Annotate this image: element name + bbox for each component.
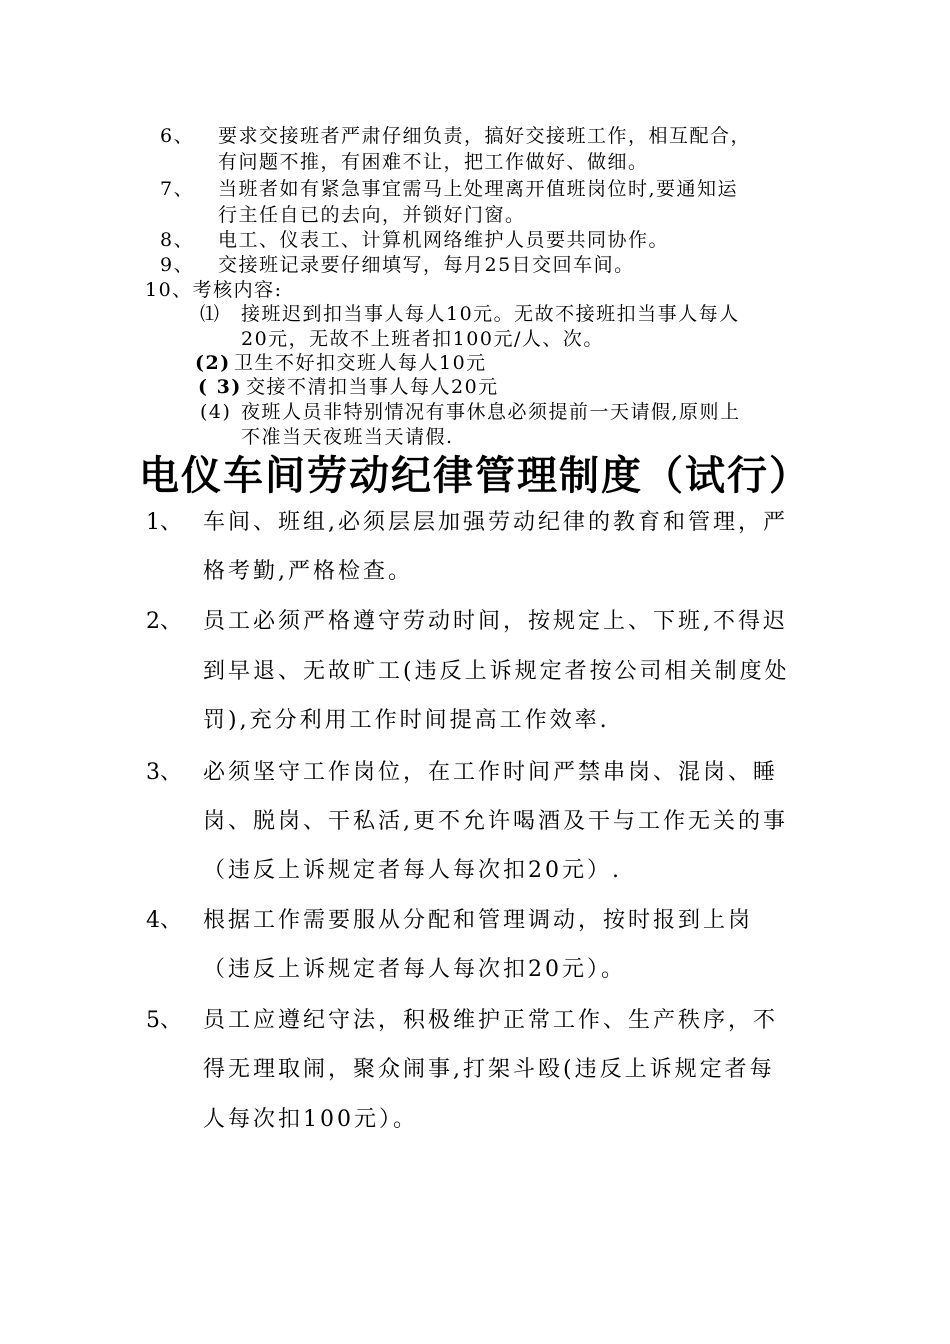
rule-number: 5、 (146, 1008, 182, 1033)
sub-text-line: 夜班人员非特别情况有事休息必须提前一天请假,原则上 (241, 401, 741, 423)
item-number: 8、 (160, 229, 195, 251)
sub-text-line: 20元，无故不上班者扣100元/人、次。 (241, 328, 604, 350)
item-text-line: 有问题不推，有困难不让，把工作做好、做细。 (218, 151, 649, 173)
document-title: 电仪车间劳动纪律管理制度（试行） (139, 453, 811, 499)
rule-text-line: （违反上诉规定者每人每次扣20元）。 (203, 957, 626, 982)
item-10-heading: 10、考核内容: (145, 279, 283, 301)
rule-text-line: 员工必须严格遵守劳动时间，按规定上、下班,不得迟 (203, 609, 788, 634)
sub-label: (2) (195, 352, 231, 374)
rule-text-line: 必须坚守工作岗位，在工作时间严禁串岗、混岗、睡 (203, 760, 779, 785)
rule-text-line: 岗、脱岗、干私活,更不允许喝酒及干与工作无关的事 (203, 809, 788, 834)
rule-number: 2、 (146, 609, 182, 634)
item-text-line: 当班者如有紧急事宜需马上处理离开值班岗位时,要通知运 (218, 178, 739, 200)
rule-number: 4、 (146, 908, 182, 933)
rule-text-line: 车间、班组,必须层层加强劳动纪律的教育和管理，严 (203, 510, 788, 535)
rule-text-line: （违反上诉规定者每人每次扣20元）. (203, 858, 622, 883)
sub-text-line: 卫生不好扣交班人每人10元 (234, 352, 487, 374)
item-text-line: 交接班记录要仔细填写，每月25日交回车间。 (218, 254, 635, 276)
rule-number: 1、 (146, 510, 182, 535)
item-number: 6、 (160, 125, 195, 147)
sub-label: ( 3) (198, 376, 242, 398)
rule-text-line: 员工应遵纪守法，积极维护正常工作、生产秩序，不 (203, 1008, 779, 1033)
sub-text-line: 接班迟到扣当事人每人10元。无故不接班扣当事人每人 (241, 303, 740, 325)
rule-text-line: 人每次扣100元）。 (203, 1107, 418, 1132)
rule-text-line: 格考勤,严格检查。 (203, 559, 413, 584)
sub-label: ⑴ (200, 303, 221, 325)
rule-text-line: 罚),充分利用工作时间提高工作效率. (203, 708, 610, 733)
sub-label: (4) (200, 401, 232, 423)
rule-text-line: 得无理取闹，聚众闹事,打架斗殴(违反上诉规定者每 (203, 1057, 775, 1082)
rule-number: 3、 (146, 760, 182, 785)
rule-text-line: 根据工作需要服从分配和管理调动，按时报到上岗 (203, 908, 754, 933)
item-text-line: 行主任自已的去向，并锁好门窗。 (218, 204, 526, 226)
sub-text-line: 交接不清扣当事人每人20元 (246, 376, 499, 398)
item-number: 9、 (160, 254, 195, 276)
item-text-line: 要求交接班者严肃仔细负责，搞好交接班工作，相互配合， (218, 125, 752, 147)
item-text-line: 电工、仪表工、计算机网络维护人员要共同协作。 (218, 229, 670, 251)
sub-text-line: 不准当天夜班当天请假. (241, 426, 454, 448)
rule-text-line: 到早退、无故旷工(违反上诉规定者按公司相关制度处 (203, 659, 790, 684)
item-number: 7、 (160, 178, 195, 200)
